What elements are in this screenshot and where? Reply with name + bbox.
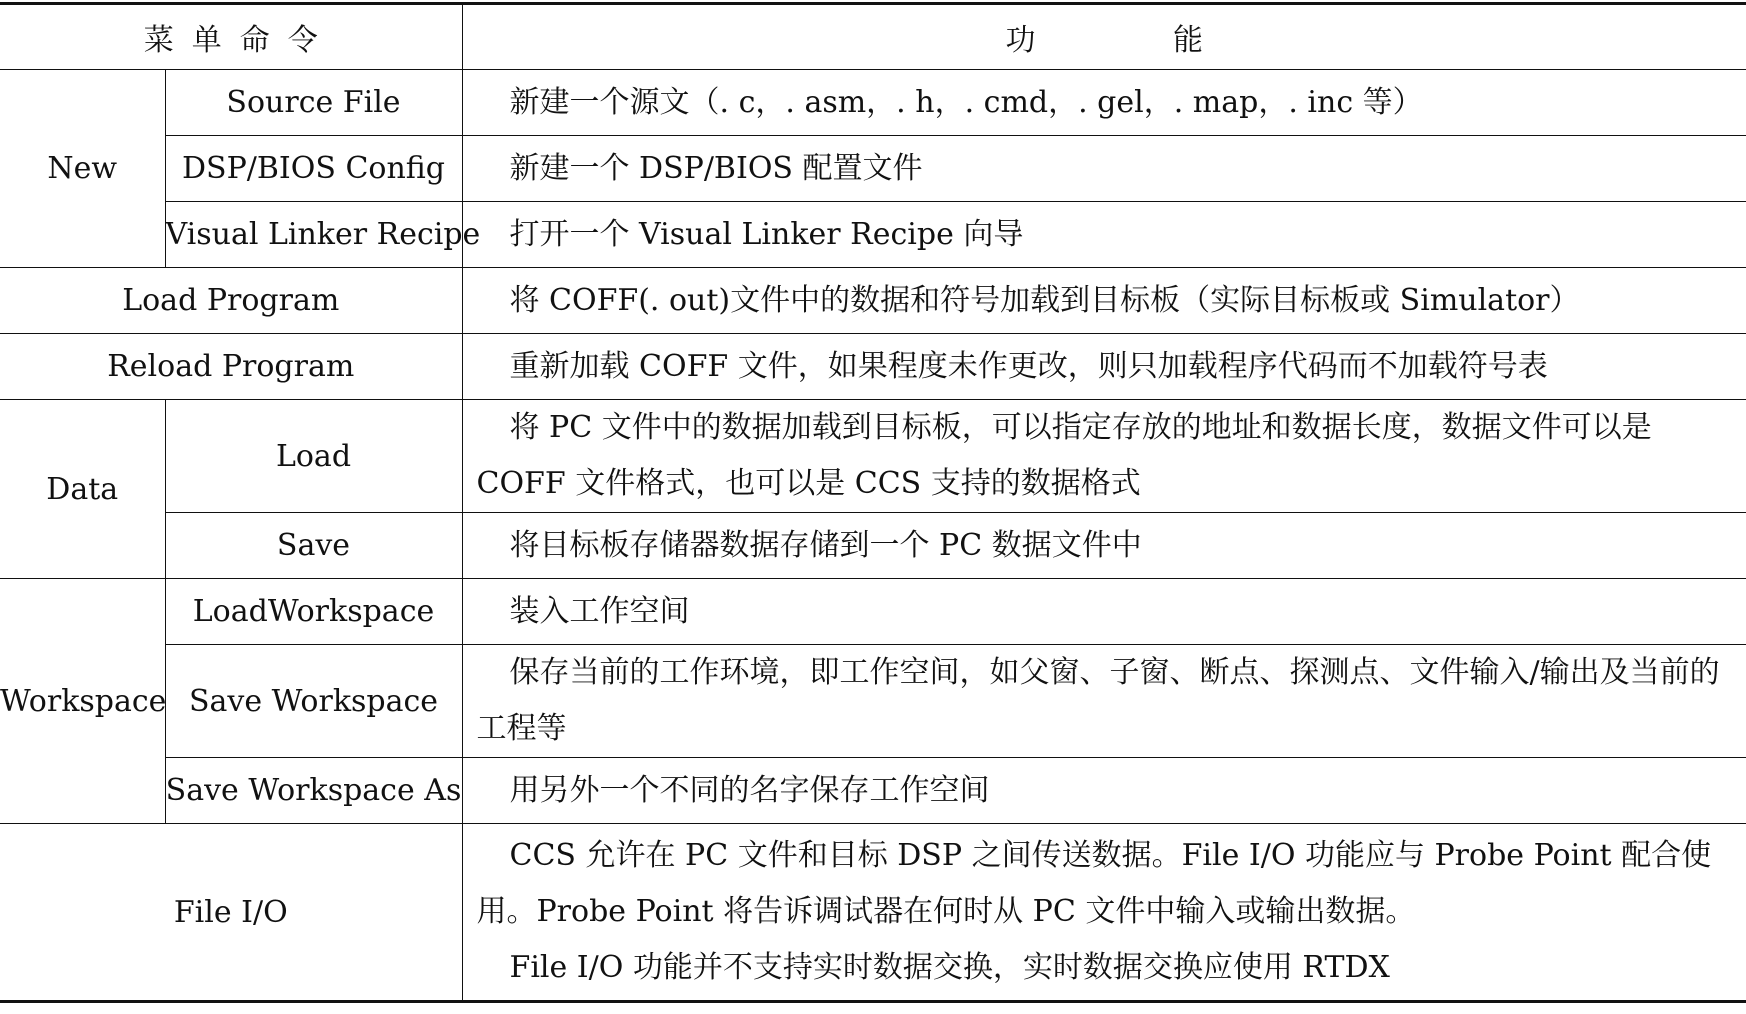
desc-visual-linker-recipe: 打开一个 Visual Linker Recipe 向导 — [462, 202, 1746, 268]
table-row — [0, 400, 1746, 513]
command-load-program: Load Program — [0, 268, 462, 334]
desc-source-file: 新建一个源文（. c，. asm，. h，. cmd，. gel，. map，. inc 等） — [462, 70, 1746, 136]
desc-save-workspace-as: 用另外一个不同的名字保存工作空间 — [462, 758, 1746, 824]
group-data: Data — [0, 400, 165, 579]
table-row — [0, 70, 1746, 136]
desc-reload-program: 重新加载 COFF 文件，如果程度未作更改，则只加载程序代码而不加载符号表 — [462, 334, 1746, 400]
command-save-workspace: Save Workspace — [165, 645, 462, 758]
command-save-workspace-as: Save Workspace As — [165, 758, 462, 824]
table-row — [0, 579, 1746, 645]
table-row — [0, 824, 1746, 1002]
command-source-file: Source File — [165, 70, 462, 136]
header-function: 功 能 — [462, 4, 1746, 70]
command-data-save: Save — [165, 513, 462, 579]
table-row — [0, 202, 1746, 268]
table-row — [0, 334, 1746, 400]
desc-data-load: 将 PC 文件中的数据加载到目标板，可以指定存放的地址和数据长度，数据文件可以是 COFF 文件格式，也可以是 CCS 支持的数据格式 — [462, 400, 1746, 513]
desc-file-io — [462, 824, 1746, 1002]
desc-data-save: 将目标板存储器数据存储到一个 PC 数据文件中 — [462, 513, 1746, 579]
desc-file-io-para-2: File I/O 功能并不支持实时数据交换，实时数据交换应使用 RTDX — [509, 950, 1390, 985]
menu-command-table — [0, 2, 1746, 1003]
group-new: New — [0, 70, 165, 268]
table-row — [0, 513, 1746, 579]
command-visual-linker-recipe: Visual Linker Recipe — [165, 202, 462, 268]
desc-load-workspace: 装入工作空间 — [462, 579, 1746, 645]
command-reload-program: Reload Program — [0, 334, 462, 400]
desc-dsp-bios-config: 新建一个 DSP/BIOS 配置文件 — [462, 136, 1746, 202]
table-row — [0, 645, 1746, 758]
desc-save-workspace: 保存当前的工作环境，即工作空间，如父窗、子窗、断点、探测点、文件输入/输出及当前的工程等 — [462, 645, 1746, 758]
table-row — [0, 758, 1746, 824]
table-row — [0, 268, 1746, 334]
group-workspace: Workspace — [0, 579, 165, 824]
header-row — [0, 4, 1746, 70]
command-load-workspace: LoadWorkspace — [165, 579, 462, 645]
desc-load-program: 将 COFF(. out)文件中的数据和符号加载到目标板（实际目标板或 Simulator） — [462, 268, 1746, 334]
command-dsp-bios-config: DSP/BIOS Config — [165, 136, 462, 202]
desc-file-io-para-1: CCS 允许在 PC 文件和目标 DSP 之间传送数据。File I/O 功能应与 Probe Point 配合使用。Probe Point 将告诉调试器在何时从 PC 文件中输入或输出数据。 — [476, 838, 1712, 929]
table-row — [0, 136, 1746, 202]
header-command: 菜单命令 — [0, 4, 462, 70]
command-data-load: Load — [165, 400, 462, 513]
command-file-io: File I/O — [0, 824, 462, 1002]
